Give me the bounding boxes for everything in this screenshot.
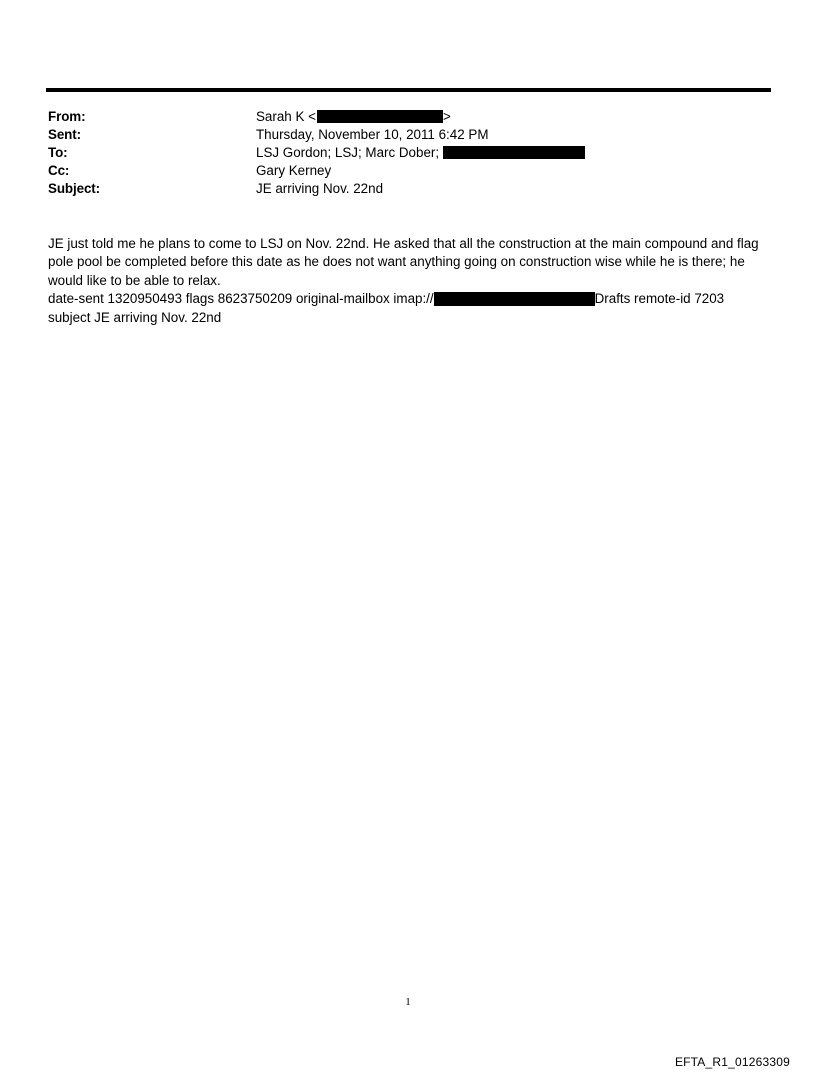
page-number: 1 <box>405 996 411 1008</box>
cc-value: Gary Kerney <box>256 163 332 179</box>
metadata-line <box>48 290 768 308</box>
document-id: EFTA_R1_01263309 <box>674 1055 790 1069</box>
redacted-recipient <box>443 146 585 159</box>
sent-value: Thursday, November 10, 2011 6:42 PM <box>256 126 489 142</box>
to-row <box>48 143 768 161</box>
email-body <box>48 235 768 327</box>
to-value <box>256 145 585 160</box>
to-label: To: <box>48 144 68 160</box>
to-recipients: LSJ Gordon; LSJ; Marc Dober; <box>256 144 440 160</box>
sent-row <box>48 125 768 143</box>
header-divider <box>46 88 771 92</box>
from-label: From: <box>48 108 86 124</box>
sent-label: Sent: <box>48 126 81 142</box>
from-value <box>256 109 451 124</box>
redacted-from-address <box>317 110 443 123</box>
metadata-prefix: date-sent 1320950493 flags 8623750209 original-mailbox imap:// <box>48 291 434 307</box>
subject-row <box>48 180 768 198</box>
from-suffix: > <box>442 108 451 124</box>
cc-label: Cc: <box>48 163 70 179</box>
redacted-mailbox <box>434 292 595 306</box>
cc-row <box>48 162 768 180</box>
subject-value: JE arriving Nov. 22nd <box>256 181 384 197</box>
subject-label: Subject: <box>48 181 101 197</box>
email-header <box>48 107 768 198</box>
from-row <box>48 107 768 125</box>
from-name: Sarah K < <box>256 108 316 124</box>
metadata-suffix: Drafts remote-id 7203 <box>594 291 725 307</box>
body-paragraph: JE just told me he plans to come to LSJ on Nov. 22nd. He asked that all the construction at the main compound and flag pole pool be completed before this date as he does not want anything going on construction wise while he is there; he would like to be able to relax. <box>48 236 759 288</box>
metadata-subject: subject JE arriving Nov. 22nd <box>48 309 222 325</box>
